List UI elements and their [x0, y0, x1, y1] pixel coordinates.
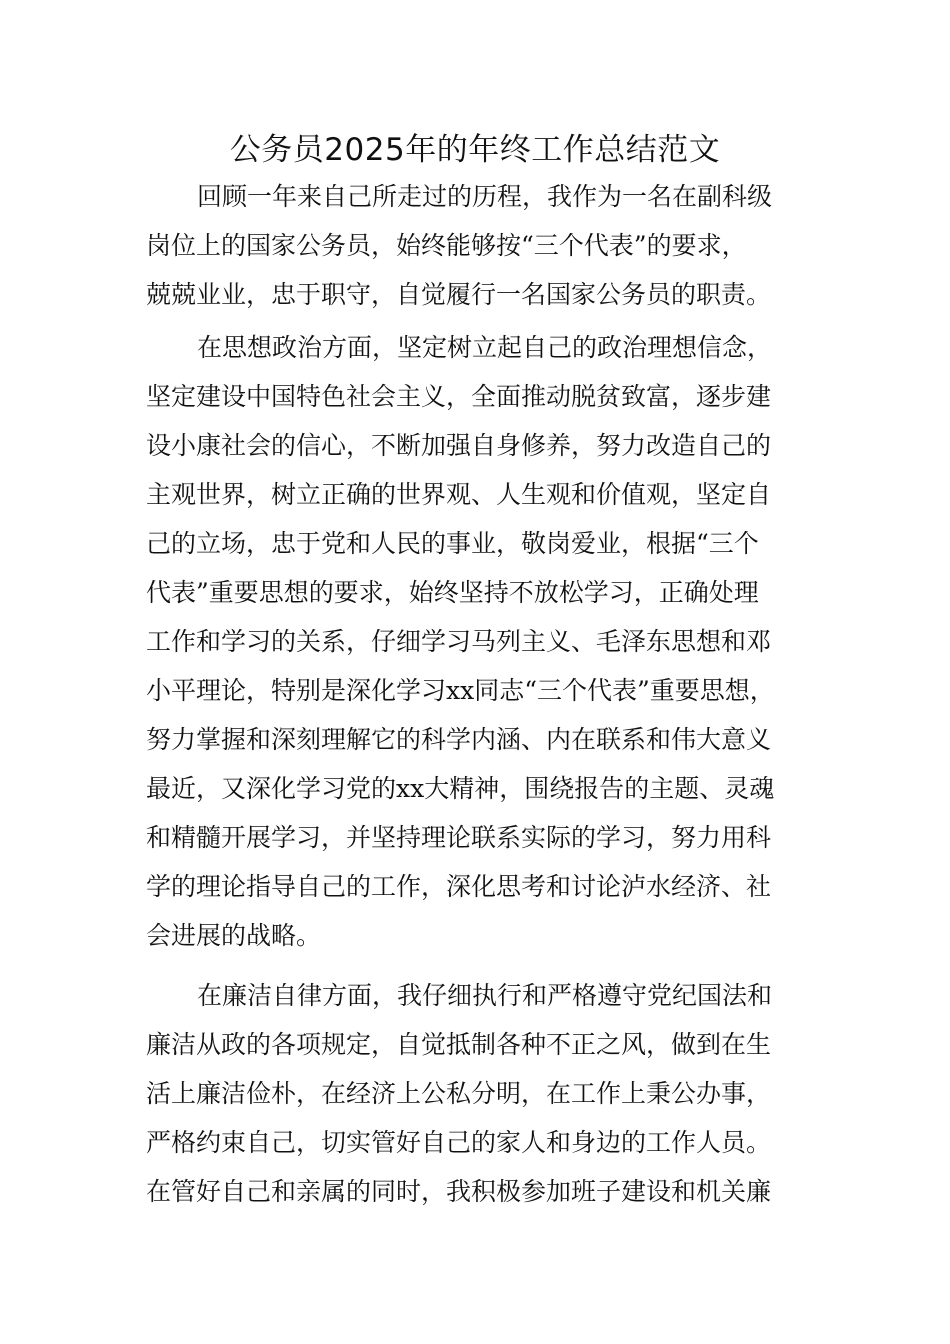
- para1-line3: 兢兢业业，忠于职守，自觉履行一名国家公务员的职责。: [146, 280, 772, 309]
- para1-line2: 岗位上的国家公务员，始终能够按“三个代表”的要求，: [146, 231, 747, 260]
- para2-line4: 主观世界，树立正确的世界观、人生观和价值观，坚定自: [146, 480, 772, 509]
- para2-line8: 小平理论，特别是深化学习xx同志“三个代表”重要思想，: [146, 676, 775, 705]
- para2-line11: 和精髓开展学习，并坚持理论联系实际的学习，努力用科: [146, 823, 772, 852]
- para2-line12: 学的理论指导自己的工作，深化思考和讨论泸水经济、社: [146, 872, 772, 901]
- para2-line5: 己的立场，忠于党和人民的事业，敬岗爱业，根据“三个: [146, 529, 759, 558]
- para2-line9: 努力掌握和深刻理解它的科学内涵、内在联系和伟大意义: [146, 725, 772, 754]
- para3-line3: 活上廉洁俭朴，在经济上公私分明，在工作上秉公办事，: [146, 1079, 772, 1108]
- para3-line4: 严格约束自己，切实管好自己的家人和身边的工作人员。: [146, 1128, 772, 1157]
- para2-line3: 设小康社会的信心，不断加强自身修养，努力改造自己的: [146, 431, 772, 460]
- para1-line1: 回顾一年来自己所走过的历程，我作为一名在副科级: [197, 182, 773, 211]
- para2-line1: 在思想政治方面，坚定树立起自己的政治理想信念，: [197, 333, 773, 362]
- para3-line1: 在廉洁自律方面，我仔细执行和严格遵守党纪国法和: [197, 981, 773, 1010]
- para2-line6: 代表”重要思想的要求，始终坚持不放松学习，正确处理: [146, 578, 759, 607]
- document-title: 公务员2025年的年终工作总结范文: [229, 132, 721, 168]
- para2-line10: 最近，又深化学习党的xx大精神，围绕报告的主题、灵魂: [146, 774, 775, 803]
- para2-line13: 会进展的战略。: [146, 921, 322, 950]
- para2-line7: 工作和学习的关系，仔细学习马列主义、毛泽东思想和邓: [146, 627, 772, 656]
- para3-line2: 廉洁从政的各项规定，自觉抵制各种不正之风，做到在生: [146, 1030, 772, 1059]
- para3-line5: 在管好自己和亲属的同时，我积极参加班子建设和机关廉: [146, 1177, 772, 1206]
- para2-line2: 坚定建设中国特色社会主义，全面推动脱贫致富，逐步建: [146, 382, 772, 411]
